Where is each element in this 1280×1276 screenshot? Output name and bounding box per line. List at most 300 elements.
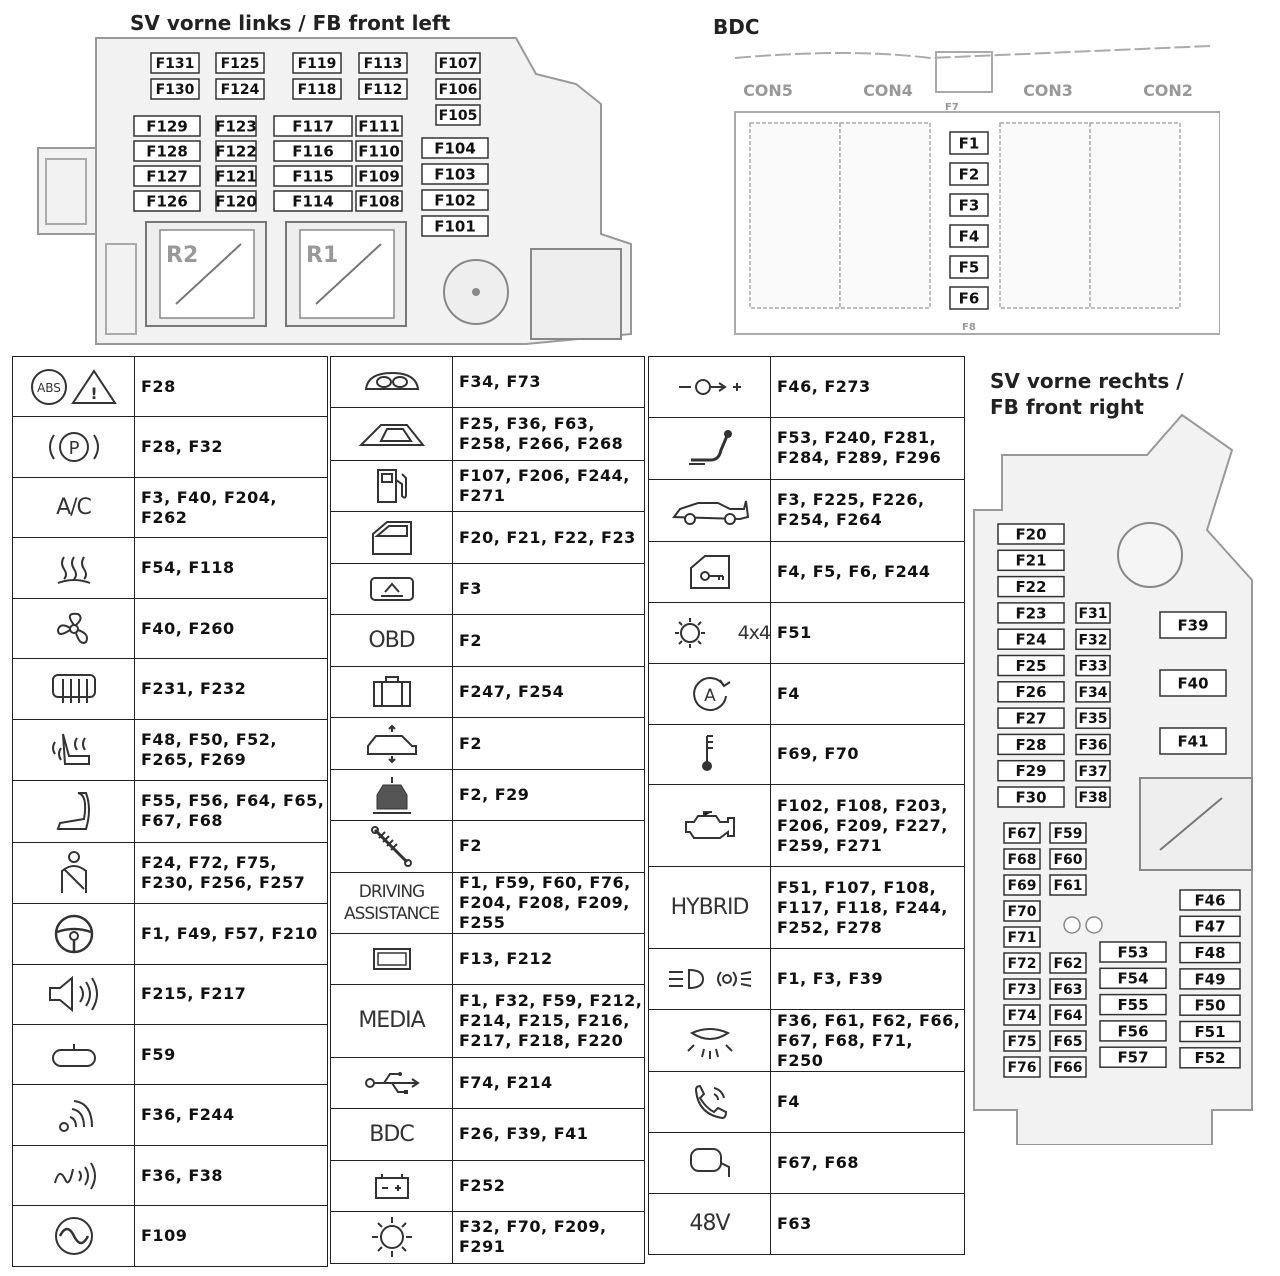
fuse-f108 xyxy=(356,191,402,211)
fuse-list: F53, F240, F281, F284, F289, F296 xyxy=(771,417,965,479)
driving-assistance-icon: DRIVING ASSISTANCE xyxy=(331,872,453,933)
engine-icon xyxy=(649,785,771,867)
48v-icon: 48V xyxy=(649,1193,771,1254)
legend-row xyxy=(331,718,645,769)
svg-text:F117: F117 xyxy=(292,117,334,136)
svg-text:F5: F5 xyxy=(958,258,980,277)
legend-row xyxy=(331,563,645,614)
legend-row xyxy=(649,417,965,479)
fuse-f59 xyxy=(1050,823,1086,843)
fuse-f57 xyxy=(1100,1047,1166,1067)
fuse-list: F26, F39, F41 xyxy=(453,1109,645,1160)
fuse-list: F34, F73 xyxy=(453,357,645,408)
relay-r2 xyxy=(146,222,266,326)
fuse-list: F2, F29 xyxy=(453,769,645,820)
fuse-f5 xyxy=(950,256,988,278)
fuse-list: F215, F217 xyxy=(135,964,328,1024)
legend-row xyxy=(649,479,965,541)
svg-text:F30: F30 xyxy=(1015,788,1047,807)
legend-row xyxy=(13,357,328,417)
speaker-icon xyxy=(13,964,135,1024)
fuse-f31 xyxy=(1076,603,1110,623)
fuse-f30 xyxy=(998,787,1064,807)
svg-text:F50: F50 xyxy=(1194,996,1226,1015)
car-spoiler-icon xyxy=(649,479,771,541)
seatbelt-icon xyxy=(13,842,135,903)
fuse-f25 xyxy=(998,656,1064,676)
legend-row xyxy=(649,1072,965,1133)
fuse-f2 xyxy=(950,163,988,185)
svg-text:F69: F69 xyxy=(1007,878,1037,895)
svg-text:F72: F72 xyxy=(1007,956,1037,973)
fuse-list: F2 xyxy=(453,718,645,769)
fuse-f125 xyxy=(216,53,264,73)
svg-text:F49: F49 xyxy=(1194,970,1226,989)
svg-text:F111: F111 xyxy=(358,117,400,136)
fuse-f56 xyxy=(1100,1021,1166,1041)
svg-text:F73: F73 xyxy=(1007,982,1037,999)
svg-text:F121: F121 xyxy=(215,167,257,186)
ac-icon: A/C xyxy=(13,477,135,537)
svg-text:F62: F62 xyxy=(1053,956,1083,973)
ac-wave-icon xyxy=(13,1206,135,1266)
svg-text:F74: F74 xyxy=(1007,1008,1037,1025)
svg-text:F47: F47 xyxy=(1194,917,1226,936)
svg-text:F24: F24 xyxy=(1015,630,1047,649)
fuse-list: F2 xyxy=(453,821,645,872)
fuse-f121 xyxy=(215,166,257,186)
svg-text:F128: F128 xyxy=(146,142,188,161)
legend-row xyxy=(649,663,965,724)
svg-text:F64: F64 xyxy=(1053,1008,1083,1025)
rear-defrost-icon xyxy=(13,659,135,719)
legend-row xyxy=(649,949,965,1010)
svg-text:F75: F75 xyxy=(1007,1034,1037,1051)
hybrid-icon: HYBRID xyxy=(649,867,771,949)
svg-text:F76: F76 xyxy=(1007,1060,1037,1077)
sun-gear-icon xyxy=(331,1212,453,1263)
fuse-list: F231, F232 xyxy=(135,659,328,719)
svg-text:R2: R2 xyxy=(166,243,199,268)
svg-text:R1: R1 xyxy=(306,243,339,268)
svg-text:F22: F22 xyxy=(1015,578,1047,596)
fuse-f32 xyxy=(1076,629,1110,649)
svg-text:F57: F57 xyxy=(1117,1048,1149,1067)
svg-text:F66: F66 xyxy=(1053,1060,1083,1077)
svg-text:F109: F109 xyxy=(358,167,400,186)
svg-text:F70: F70 xyxy=(1007,904,1037,921)
fuse-list: F36, F61, F62, F66, F67, F68, F71, F250 xyxy=(771,1010,965,1072)
legend-row xyxy=(649,541,965,602)
fuse-f6 xyxy=(950,287,988,309)
svg-text:F37: F37 xyxy=(1078,763,1108,780)
side-mirror-icon xyxy=(649,1133,771,1194)
windshield-heat-icon xyxy=(13,538,135,598)
bdc-heading: BDC xyxy=(713,15,760,39)
legend-row xyxy=(649,867,965,949)
fuse-f116 xyxy=(274,141,352,161)
front-left-fuse-box xyxy=(36,34,636,354)
fuse-f122 xyxy=(215,141,257,161)
mirror-icon xyxy=(13,1024,135,1084)
legend-row xyxy=(13,417,328,477)
fuse-f64 xyxy=(1050,1005,1086,1025)
legend-row xyxy=(331,1057,645,1108)
seat-heating-icon xyxy=(13,719,135,780)
fuse-f49 xyxy=(1180,969,1240,989)
fuse-f124 xyxy=(216,79,264,99)
svg-text:F25: F25 xyxy=(1015,656,1047,675)
legend-row xyxy=(649,785,965,867)
fuse-f54 xyxy=(1100,968,1166,988)
legend-table-col1 xyxy=(12,356,328,1267)
fuse-list: F24, F72, F75, F230, F256, F257 xyxy=(135,842,328,903)
fuse-list: F4 xyxy=(771,1072,965,1133)
fuse-f113 xyxy=(359,53,407,73)
fuse-f36 xyxy=(1076,735,1110,755)
fuse-list: F67, F68 xyxy=(771,1133,965,1194)
4x4-icon: 4x4 xyxy=(649,602,771,663)
fuse-f127 xyxy=(134,166,200,186)
fuse-f39 xyxy=(1160,612,1226,638)
fuse-f69 xyxy=(1004,875,1040,895)
suspension-height-icon xyxy=(331,718,453,769)
fuse-f109 xyxy=(356,166,402,186)
fuse-f66 xyxy=(1050,1057,1086,1077)
wireless-signal-icon xyxy=(13,1085,135,1145)
svg-text:F59: F59 xyxy=(1053,826,1083,843)
svg-text:F110: F110 xyxy=(358,142,400,161)
svg-text:F104: F104 xyxy=(434,139,476,158)
fuse-f126 xyxy=(134,191,200,211)
fuse-f35 xyxy=(1076,708,1110,728)
legend-row xyxy=(13,904,328,964)
svg-text:F26: F26 xyxy=(1015,683,1047,702)
battery-icon xyxy=(331,1160,453,1211)
fuse-f1 xyxy=(950,132,988,154)
fuse-f47 xyxy=(1180,916,1240,936)
tow-hook-icon xyxy=(649,417,771,479)
svg-text:F35: F35 xyxy=(1078,711,1108,728)
fuse-list: F20, F21, F22, F23 xyxy=(453,512,645,563)
svg-text:F131: F131 xyxy=(155,56,195,73)
bdc-icon: BDC xyxy=(331,1109,453,1160)
legend-row xyxy=(331,460,645,511)
front-left-heading: SV vorne links / FB front left xyxy=(130,11,451,35)
legend-row xyxy=(331,357,645,408)
fuse-f50 xyxy=(1180,995,1240,1015)
svg-text:F1: F1 xyxy=(958,134,980,153)
fuse-f123 xyxy=(215,116,257,136)
door-key-icon xyxy=(649,541,771,602)
legend-row xyxy=(13,659,328,719)
connector-label-con5: CON5 xyxy=(743,81,793,100)
svg-text:F3: F3 xyxy=(958,196,980,215)
fuse-f3 xyxy=(950,194,988,216)
svg-text:F20: F20 xyxy=(1015,525,1047,544)
fuse-f76 xyxy=(1004,1057,1040,1077)
svg-text:F40: F40 xyxy=(1177,674,1209,693)
fuse-f65 xyxy=(1050,1031,1086,1051)
svg-text:A: A xyxy=(703,685,716,706)
door-window-icon xyxy=(331,512,453,563)
connector-label-con2: CON2 xyxy=(1143,81,1193,100)
fuse-f74 xyxy=(1004,1005,1040,1025)
fuse-f67 xyxy=(1004,823,1040,843)
legend-row xyxy=(649,1193,965,1254)
legend-row xyxy=(13,598,328,658)
fuse-list: F3, F225, F226, F254, F264 xyxy=(771,479,965,541)
svg-text:F27: F27 xyxy=(1015,709,1047,728)
svg-text:F31: F31 xyxy=(1078,606,1108,623)
fuse-f68 xyxy=(1004,849,1040,869)
svg-text:F126: F126 xyxy=(146,192,188,211)
fuse-list: F32, F70, F209, F291 xyxy=(453,1212,645,1263)
svg-text:F122: F122 xyxy=(215,142,257,161)
svg-text:!: ! xyxy=(89,383,98,403)
fuse-f110 xyxy=(356,141,402,161)
fuse-list: F1, F3, F39 xyxy=(771,949,965,1010)
fuse-f72 xyxy=(1004,953,1040,973)
media-icon: MEDIA xyxy=(331,985,453,1057)
svg-text:F102: F102 xyxy=(434,191,476,210)
svg-text:F38: F38 xyxy=(1078,790,1108,807)
fuse-list: F48, F50, F52, F265, F269 xyxy=(135,719,328,780)
svg-text:F33: F33 xyxy=(1078,658,1108,675)
svg-text:F106: F106 xyxy=(438,82,478,99)
svg-text:F71: F71 xyxy=(1007,930,1037,947)
fuse-list: F1, F32, F59, F212, F214, F215, F216, F217, F218, F220 xyxy=(453,985,645,1057)
bdc-mark-f7: F7 xyxy=(945,102,959,113)
fuse-f129 xyxy=(134,116,200,136)
fuse-f117 xyxy=(274,116,352,136)
fuse-f28 xyxy=(998,734,1064,754)
fuse-f48 xyxy=(1180,943,1240,963)
fuse-list: F25, F36, F63, F258, F266, F268 xyxy=(453,408,645,460)
svg-text:F39: F39 xyxy=(1177,616,1209,635)
fuse-f105 xyxy=(436,105,480,125)
svg-text:F129: F129 xyxy=(146,117,188,136)
fuse-list: F4, F5, F6, F244 xyxy=(771,541,965,602)
connector-label-con4: CON4 xyxy=(863,81,913,100)
svg-text:F34: F34 xyxy=(1078,684,1108,701)
fuse-list: F28 xyxy=(135,357,328,417)
fuse-f38 xyxy=(1076,787,1110,807)
fuse-f37 xyxy=(1076,761,1110,781)
legend-row xyxy=(331,1212,645,1263)
fuse-f115 xyxy=(274,166,352,186)
fuse-f103 xyxy=(422,164,488,184)
front-right-heading: SV vorne rechts / FB front right xyxy=(990,369,1184,419)
dome-light-icon xyxy=(649,1010,771,1072)
svg-text:F68: F68 xyxy=(1007,852,1037,869)
legend-row xyxy=(331,408,645,460)
legend-row xyxy=(331,769,645,820)
svg-text:F52: F52 xyxy=(1194,1049,1226,1068)
fuel-pump-icon xyxy=(331,460,453,511)
legend-row xyxy=(13,1024,328,1084)
svg-text:F28: F28 xyxy=(1015,735,1047,754)
legend-row xyxy=(331,615,645,666)
headlight-icon xyxy=(649,949,771,1010)
fuse-list: F252 xyxy=(453,1160,645,1211)
fuse-f46 xyxy=(1180,890,1240,910)
fuse-list: F59 xyxy=(135,1024,328,1084)
svg-text:F118: F118 xyxy=(297,82,337,99)
fuse-f106 xyxy=(436,79,480,99)
legend-row xyxy=(13,538,328,598)
fuse-f51 xyxy=(1180,1022,1240,1042)
fuse-list: F2 xyxy=(453,615,645,666)
svg-text:F36: F36 xyxy=(1078,737,1108,754)
legend-row xyxy=(13,1206,328,1266)
display-icon xyxy=(331,933,453,984)
legend-row xyxy=(331,512,645,563)
fuse-list: F1, F59, F60, F76, F204, F208, F209, F255 xyxy=(453,872,645,933)
fuse-f101 xyxy=(422,216,488,236)
fuse-f53 xyxy=(1100,942,1166,962)
fuse-f62 xyxy=(1050,953,1086,973)
connector-label-con3: CON3 xyxy=(1023,81,1073,100)
svg-text:F23: F23 xyxy=(1015,604,1047,623)
svg-text:ABS: ABS xyxy=(36,380,61,395)
legend-row xyxy=(13,1085,328,1145)
fuse-f26 xyxy=(998,682,1064,702)
fuse-f111 xyxy=(356,116,402,136)
trailer-socket-icon xyxy=(649,357,771,418)
svg-text:F103: F103 xyxy=(434,165,476,184)
fuse-f23 xyxy=(998,603,1064,623)
legend-row xyxy=(13,1145,328,1205)
fuse-f4 xyxy=(950,225,988,247)
legend-table-col2 xyxy=(330,356,645,1264)
legend-row xyxy=(13,842,328,903)
fuse-f75 xyxy=(1004,1031,1040,1051)
fuse-f40 xyxy=(1160,670,1226,696)
svg-text:F53: F53 xyxy=(1117,943,1149,962)
svg-text:F60: F60 xyxy=(1053,852,1083,869)
fuse-list: F40, F260 xyxy=(135,598,328,658)
legend-row xyxy=(331,821,645,872)
fuse-f73 xyxy=(1004,979,1040,999)
svg-text:F130: F130 xyxy=(155,82,195,99)
legend-row xyxy=(13,781,328,842)
svg-text:F55: F55 xyxy=(1117,996,1149,1014)
fuse-f24 xyxy=(998,629,1064,649)
parking-brake-icon xyxy=(13,417,135,477)
legend-row xyxy=(331,1109,645,1160)
fuse-f22 xyxy=(998,577,1064,597)
fuse-list: F109 xyxy=(135,1206,328,1266)
legend-row xyxy=(331,985,645,1057)
svg-text:F112: F112 xyxy=(363,82,403,99)
fuse-f119 xyxy=(293,53,341,73)
svg-text:F101: F101 xyxy=(434,217,476,236)
svg-text:F108: F108 xyxy=(358,192,400,211)
fuse-list: F13, F212 xyxy=(453,933,645,984)
svg-text:F61: F61 xyxy=(1053,878,1083,895)
svg-text:F67: F67 xyxy=(1007,826,1037,843)
legend-row xyxy=(13,477,328,537)
fuse-f120 xyxy=(215,191,257,211)
svg-text:F54: F54 xyxy=(1117,969,1149,988)
svg-text:F51: F51 xyxy=(1194,1022,1226,1041)
svg-text:F4: F4 xyxy=(958,227,980,246)
svg-text:P: P xyxy=(68,438,79,460)
legend-row xyxy=(649,602,965,663)
front-right-fuse-box xyxy=(972,410,1272,1145)
thermometer-icon xyxy=(649,724,771,785)
bdc-mark-f8: F8 xyxy=(962,322,976,333)
fuse-f71 xyxy=(1004,927,1040,947)
rear-screen-icon xyxy=(331,563,453,614)
svg-text:F65: F65 xyxy=(1053,1034,1083,1051)
svg-text:F63: F63 xyxy=(1053,982,1083,999)
fuse-f33 xyxy=(1076,656,1110,676)
fuse-f41 xyxy=(1160,728,1226,754)
fuse-f131 xyxy=(151,53,199,73)
fuse-f112 xyxy=(359,79,407,99)
legend-row xyxy=(13,719,328,780)
fuse-f63 xyxy=(1050,979,1086,999)
legend-row xyxy=(649,724,965,785)
svg-text:F107: F107 xyxy=(438,56,478,73)
fuse-f29 xyxy=(998,761,1064,781)
fuse-f61 xyxy=(1050,875,1086,895)
svg-text:F2: F2 xyxy=(958,165,980,184)
fuse-list: F55, F56, F64, F65, F67, F68 xyxy=(135,781,328,842)
svg-text:F127: F127 xyxy=(146,167,188,186)
auto-start-stop-icon xyxy=(649,663,771,724)
svg-text:F56: F56 xyxy=(1117,1022,1149,1041)
interior-light-icon xyxy=(331,357,453,408)
fuse-f102 xyxy=(422,190,488,210)
svg-text:F120: F120 xyxy=(215,192,257,211)
fuse-list: F247, F254 xyxy=(453,666,645,717)
svg-text:F21: F21 xyxy=(1015,551,1047,570)
relay-r1 xyxy=(286,222,406,326)
fuse-list: F51 xyxy=(771,602,965,663)
svg-text:F116: F116 xyxy=(292,142,334,161)
fuse-list: F74, F214 xyxy=(453,1057,645,1108)
fuse-list: F28, F32 xyxy=(135,417,328,477)
fuse-f118 xyxy=(293,79,341,99)
fuse-f34 xyxy=(1076,682,1110,702)
fuse-f52 xyxy=(1180,1048,1240,1068)
sunroof-icon xyxy=(331,408,453,460)
legend-row xyxy=(649,1010,965,1072)
svg-text:F123: F123 xyxy=(215,117,257,136)
fuse-list: F1, F49, F57, F210 xyxy=(135,904,328,964)
shock-absorber-icon xyxy=(331,821,453,872)
fuse-list: F36, F244 xyxy=(135,1085,328,1145)
legend-table-col3 xyxy=(648,356,965,1255)
bdc-fuse-box xyxy=(730,38,1220,338)
fuse-f27 xyxy=(998,708,1064,728)
fuse-f21 xyxy=(998,550,1064,570)
usb-icon xyxy=(331,1057,453,1108)
phone-icon xyxy=(649,1072,771,1133)
legend-row xyxy=(331,933,645,984)
steering-wheel-icon xyxy=(13,904,135,964)
fuse-f107 xyxy=(436,53,480,73)
svg-text:F46: F46 xyxy=(1194,891,1226,910)
fuse-f104 xyxy=(422,138,488,158)
svg-text:F48: F48 xyxy=(1194,944,1226,962)
svg-text:F41: F41 xyxy=(1177,732,1209,751)
legend-row xyxy=(331,1160,645,1211)
fuse-f20 xyxy=(998,524,1064,544)
